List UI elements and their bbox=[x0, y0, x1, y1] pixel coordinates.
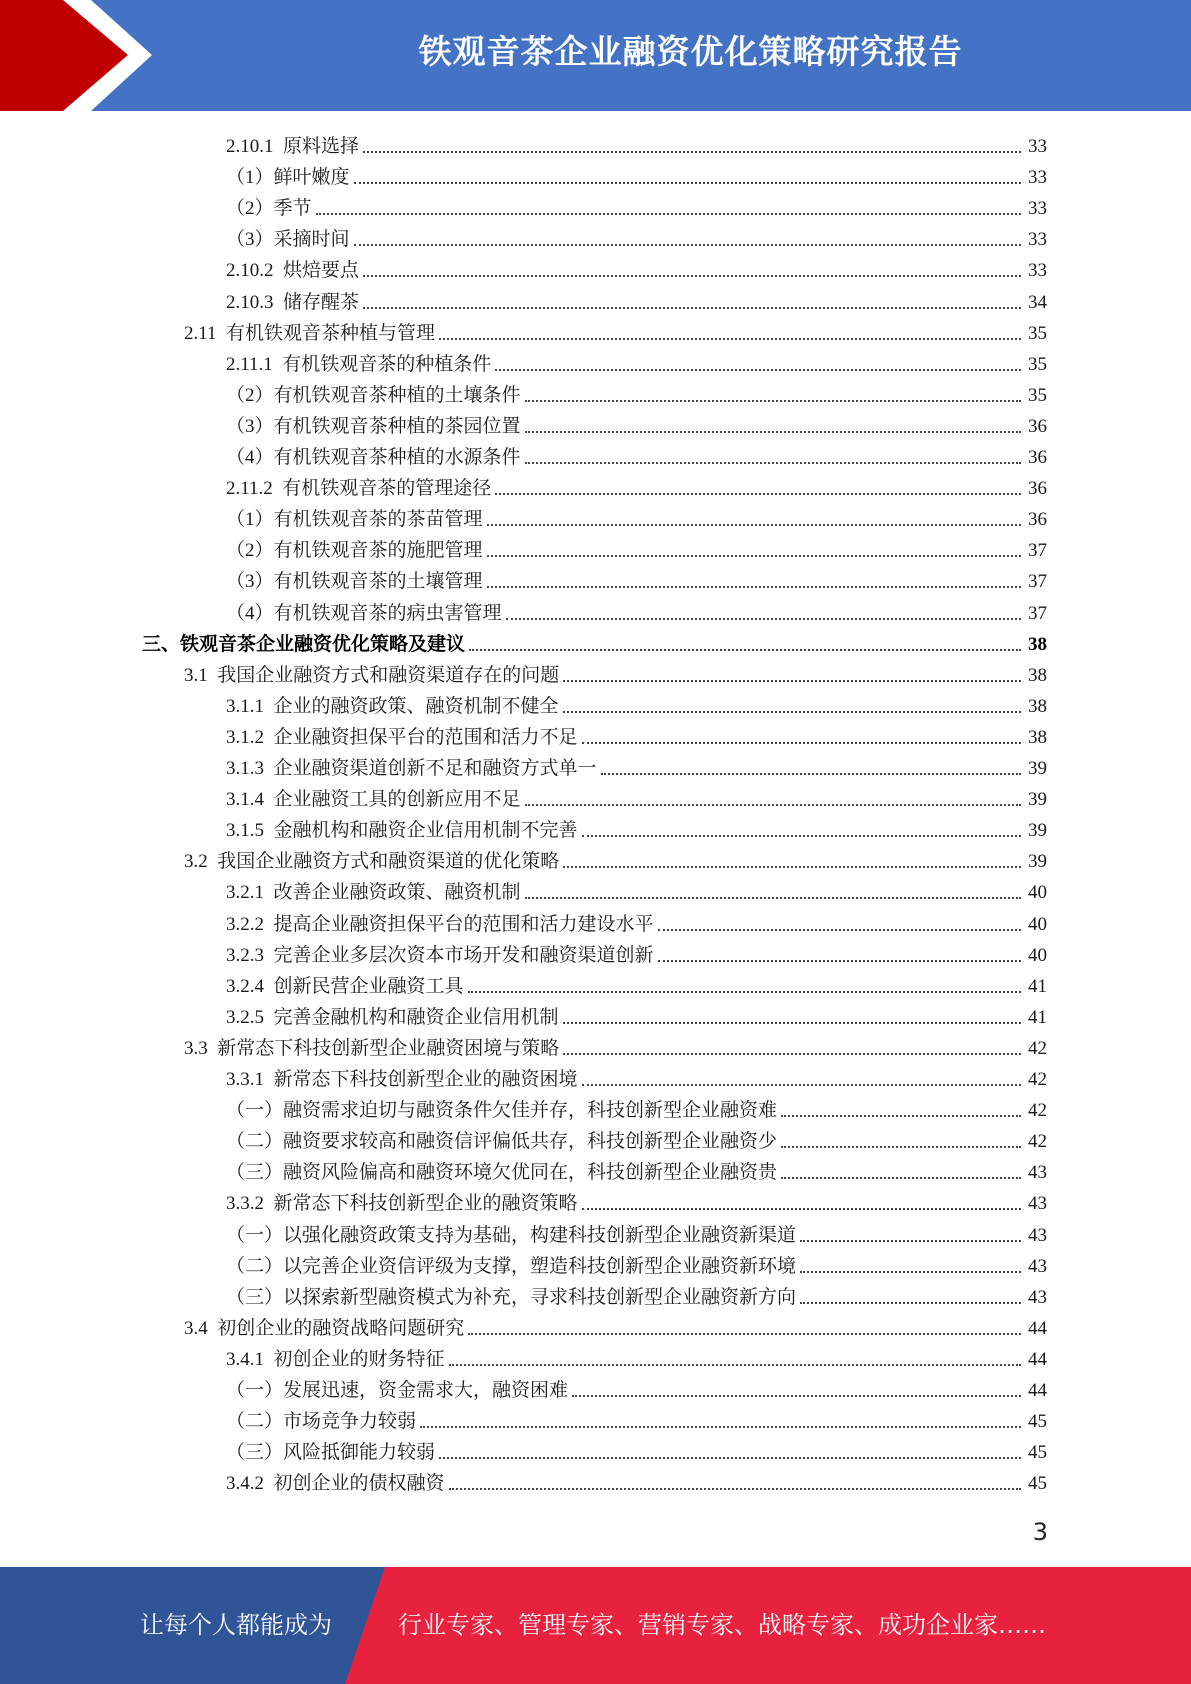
toc-entry[interactable] bbox=[226, 1247, 1047, 1278]
toc-entry[interactable] bbox=[226, 562, 1047, 593]
toc-entry-page: 39 bbox=[1028, 789, 1047, 811]
toc-dot-leader bbox=[420, 1425, 1021, 1428]
toc-entry-title: 3.1.1 企业的融资政策、融资机制不健全 bbox=[226, 695, 559, 717]
toc-entry-title: （二）以完善企业资信评级为支撑，塑造科技创新型企业融资新环境 bbox=[226, 1255, 797, 1277]
toc-dot-leader bbox=[800, 1239, 1021, 1242]
toc-entry-title: （3）采摘时间 bbox=[226, 229, 350, 251]
toc-dot-leader bbox=[658, 959, 1021, 962]
toc-dot-leader bbox=[363, 306, 1021, 309]
toc-entry[interactable] bbox=[184, 314, 1047, 345]
toc-dot-leader bbox=[800, 1270, 1021, 1273]
toc-entry-title: 3.3.2 新常态下科技创新型企业的融资策略 bbox=[226, 1193, 578, 1215]
toc-dot-leader bbox=[563, 679, 1021, 682]
toc-entry[interactable] bbox=[226, 345, 1047, 376]
toc-entry-title: （3）有机铁观音茶种植的茶园位置 bbox=[226, 415, 521, 437]
toc-dot-leader bbox=[468, 1332, 1021, 1335]
toc-dot-leader bbox=[525, 430, 1021, 433]
toc-entry-page: 38 bbox=[1028, 726, 1047, 748]
toc-entry[interactable] bbox=[226, 407, 1047, 438]
toc-entry-page: 33 bbox=[1028, 167, 1047, 189]
toc-entry-page: 45 bbox=[1028, 1473, 1047, 1495]
toc-entry-page: 33 bbox=[1028, 260, 1047, 282]
toc-entry-page: 42 bbox=[1028, 1100, 1047, 1122]
toc-entry-title: （一）融资需求迫切与融资条件欠佳并存，科技创新型企业融资难 bbox=[226, 1100, 778, 1122]
toc-entry[interactable] bbox=[226, 780, 1047, 811]
toc-dot-leader bbox=[363, 274, 1021, 277]
toc-entry-page: 43 bbox=[1028, 1193, 1047, 1215]
toc-entry-page: 45 bbox=[1028, 1442, 1047, 1464]
toc-entry-title: 3.2.4 创新民营企业融资工具 bbox=[226, 975, 464, 997]
toc-entry-title: （三）融资风险偏高和融资环境欠优同在，科技创新型企业融资贵 bbox=[226, 1162, 778, 1184]
toc-entry-title: 3.2.5 完善金融机构和融资企业信用机制 bbox=[226, 1006, 559, 1028]
toc-entry[interactable] bbox=[226, 189, 1047, 220]
toc-entry-page: 41 bbox=[1028, 975, 1047, 997]
toc-entry[interactable] bbox=[226, 1216, 1047, 1247]
toc-entry[interactable] bbox=[226, 500, 1047, 531]
toc-entry-page: 36 bbox=[1028, 415, 1047, 437]
toc-entry[interactable] bbox=[226, 251, 1047, 282]
toc-entry-page: 42 bbox=[1028, 1069, 1047, 1090]
toc-entry[interactable] bbox=[226, 469, 1047, 500]
toc-entry-title: 2.11.1 有机铁观音茶的种植条件 bbox=[226, 353, 492, 375]
toc-entry-page: 43 bbox=[1028, 1162, 1047, 1184]
toc-dot-leader bbox=[354, 181, 1021, 184]
toc-entry-page: 43 bbox=[1028, 1286, 1047, 1308]
toc-dot-leader bbox=[525, 399, 1021, 402]
toc-entry-title: （4）有机铁观音茶种植的水源条件 bbox=[226, 447, 521, 468]
toc-entry-title: 3.1.5 金融机构和融资企业信用机制不完善 bbox=[226, 820, 578, 842]
toc-dot-leader bbox=[469, 648, 1021, 651]
toc-entry-page: 33 bbox=[1028, 198, 1047, 220]
toc-dot-leader bbox=[506, 617, 1021, 620]
toc-entry-title: （1）有机铁观音茶的茶苗管理 bbox=[226, 509, 483, 531]
toc-dot-leader bbox=[601, 772, 1021, 775]
toc-entry[interactable] bbox=[226, 1433, 1047, 1464]
toc-entry[interactable] bbox=[226, 1464, 1047, 1495]
toc-dot-leader bbox=[487, 554, 1021, 557]
toc-entry-page: 42 bbox=[1028, 1037, 1047, 1059]
toc-entry-page: 34 bbox=[1028, 291, 1047, 313]
toc-entry-title: （2）季节 bbox=[226, 198, 312, 220]
toc-entry-page: 43 bbox=[1028, 1224, 1047, 1246]
toc-entry[interactable] bbox=[226, 936, 1047, 967]
toc-dot-leader bbox=[495, 368, 1021, 371]
toc-entry[interactable] bbox=[184, 656, 1047, 687]
toc-entry[interactable] bbox=[226, 1278, 1047, 1309]
toc-dot-leader bbox=[582, 741, 1021, 744]
toc-dot-leader bbox=[487, 585, 1021, 588]
toc-entry[interactable] bbox=[226, 905, 1047, 936]
toc-entry-page: 44 bbox=[1028, 1348, 1047, 1370]
toc-entry-page: 40 bbox=[1028, 882, 1047, 904]
toc-entry[interactable] bbox=[226, 1122, 1047, 1153]
toc-entry[interactable] bbox=[226, 283, 1047, 314]
page-header bbox=[0, 0, 1191, 111]
toc-entry[interactable] bbox=[184, 842, 1047, 873]
toc-entry[interactable] bbox=[226, 998, 1047, 1029]
toc-entry-page: 33 bbox=[1028, 136, 1047, 157]
toc-dot-leader bbox=[354, 243, 1021, 246]
page-footer bbox=[0, 1567, 1191, 1684]
toc-dot-leader bbox=[439, 1456, 1021, 1459]
toc-dot-leader bbox=[363, 150, 1021, 153]
toc-entry-page: 39 bbox=[1028, 758, 1047, 779]
toc-entry-title: 三、铁观音茶企业融资优化策略及建议 bbox=[142, 633, 466, 655]
toc-entry-title: （4）有机铁观音茶的病虫害管理 bbox=[226, 602, 502, 624]
footer-slogan-right: 行业专家、管理专家、营销专家、战略专家、成功企业家…… bbox=[398, 1611, 1046, 1639]
toc-dot-leader bbox=[800, 1301, 1021, 1304]
toc-entry-title: 3.4.2 初创企业的债权融资 bbox=[226, 1473, 445, 1495]
toc-entry[interactable] bbox=[226, 749, 1047, 780]
toc-entry-title: （1）鲜叶嫩度 bbox=[226, 167, 350, 189]
toc-entry-title: （三）以探索新型融资模式为补充，寻求科技创新型企业融资新方向 bbox=[226, 1286, 797, 1308]
toc-entry-page: 33 bbox=[1028, 229, 1047, 251]
toc-entry-title: 3.2.1 改善企业融资政策、融资机制 bbox=[226, 882, 521, 904]
toc-entry[interactable] bbox=[226, 1091, 1047, 1122]
toc-dot-leader bbox=[449, 1363, 1021, 1366]
toc-dot-leader bbox=[781, 1114, 1021, 1117]
toc-dot-leader bbox=[572, 1394, 1021, 1397]
toc-entry-page: 40 bbox=[1028, 913, 1047, 935]
toc-entry-page: 41 bbox=[1028, 1006, 1047, 1028]
toc-entry-title: （二）融资要求较高和融资信评偏低共存，科技创新型企业融资少 bbox=[226, 1131, 778, 1153]
toc-dot-leader bbox=[582, 1207, 1021, 1210]
toc-dot-leader bbox=[563, 1052, 1021, 1055]
toc-entry-page: 36 bbox=[1028, 447, 1047, 468]
toc-entry-title: 3.1.3 企业融资渠道创新不足和融资方式单一 bbox=[226, 758, 597, 779]
toc-entry-page: 36 bbox=[1028, 509, 1047, 531]
toc-entry-title: （2）有机铁观音茶种植的土壤条件 bbox=[226, 384, 521, 406]
toc-entry[interactable] bbox=[226, 1060, 1047, 1091]
toc-entry-page: 44 bbox=[1028, 1380, 1047, 1401]
toc-entry[interactable] bbox=[226, 438, 1047, 469]
toc-entry[interactable] bbox=[226, 873, 1047, 904]
toc-entry[interactable] bbox=[142, 625, 1047, 656]
toc-entry[interactable] bbox=[226, 687, 1047, 718]
toc-entry[interactable] bbox=[226, 158, 1047, 189]
toc-dot-leader bbox=[781, 1176, 1021, 1179]
document-title: 铁观音茶企业融资优化策略研究报告 bbox=[418, 32, 963, 71]
toc-entry-page: 37 bbox=[1028, 540, 1047, 562]
toc-dot-leader bbox=[781, 1145, 1021, 1148]
toc-entry-page: 35 bbox=[1028, 384, 1047, 406]
toc-entry-page: 40 bbox=[1028, 944, 1047, 966]
toc-entry[interactable] bbox=[226, 1184, 1047, 1215]
toc-entry-page: 38 bbox=[1028, 664, 1047, 686]
toc-entry-title: 3.4 初创企业的融资战略问题研究 bbox=[184, 1317, 465, 1339]
toc-entry-page: 43 bbox=[1028, 1255, 1047, 1277]
toc-entry[interactable] bbox=[184, 1309, 1047, 1340]
toc-entry-title: 3.4.1 初创企业的财务特征 bbox=[226, 1348, 445, 1370]
toc-entry-title: 3.2.3 完善企业多层次资本市场开发和融资渠道创新 bbox=[226, 944, 654, 966]
toc-entry-page: 38 bbox=[1028, 695, 1047, 717]
toc-entry-page: 38 bbox=[1028, 633, 1047, 655]
toc-entry-title: 3.2.2 提高企业融资担保平台的范围和活力建设水平 bbox=[226, 913, 654, 935]
toc-entry-title: （三）风险抵御能力较弱 bbox=[226, 1442, 436, 1464]
toc-entry[interactable] bbox=[226, 220, 1047, 251]
toc-dot-leader bbox=[316, 212, 1021, 215]
toc-dot-leader bbox=[525, 896, 1021, 899]
toc-dot-leader bbox=[563, 1021, 1021, 1024]
toc-entry-page: 39 bbox=[1028, 851, 1047, 873]
toc-dot-leader bbox=[582, 834, 1021, 837]
toc-entry-title: 3.3 新常态下科技创新型企业融资困境与策略 bbox=[184, 1037, 560, 1059]
toc-entry[interactable] bbox=[226, 1340, 1047, 1371]
toc-entry-title: 2.10.2 烘焙要点 bbox=[226, 260, 360, 282]
toc-entry-title: 2.11.2 有机铁观音茶的管理途径 bbox=[226, 478, 492, 500]
toc-entry-title: （一）发展迅速，资金需求大，融资困难 bbox=[226, 1380, 569, 1401]
toc-dot-leader bbox=[563, 710, 1021, 713]
toc-entry-page: 36 bbox=[1028, 478, 1047, 500]
toc-dot-leader bbox=[468, 990, 1021, 993]
toc-entry-page: 37 bbox=[1028, 571, 1047, 593]
toc-entry-page: 35 bbox=[1028, 322, 1047, 344]
toc-entry-title: 3.2 我国企业融资方式和融资渠道的优化策略 bbox=[184, 851, 560, 873]
toc-dot-leader bbox=[582, 1083, 1021, 1086]
toc-entry-page: 42 bbox=[1028, 1131, 1047, 1153]
toc-entry-page: 39 bbox=[1028, 820, 1047, 842]
toc-entry-title: 3.1.2 企业融资担保平台的范围和活力不足 bbox=[226, 726, 578, 748]
toc-entry[interactable] bbox=[226, 718, 1047, 749]
toc-entry-title: 3.1 我国企业融资方式和融资渠道存在的问题 bbox=[184, 664, 560, 686]
toc-entry[interactable] bbox=[184, 1029, 1047, 1060]
toc-entry-title: 2.11 有机铁观音茶种植与管理 bbox=[184, 322, 436, 344]
toc-entry-title: 2.10.3 储存醒茶 bbox=[226, 291, 360, 313]
toc-entry[interactable] bbox=[226, 1402, 1047, 1433]
toc-entry[interactable] bbox=[226, 376, 1047, 407]
toc-entry-title: （一）以强化融资政策支持为基础，构建科技创新型企业融资新渠道 bbox=[226, 1224, 797, 1246]
toc-entry-page: 35 bbox=[1028, 353, 1047, 375]
toc-entry-page: 44 bbox=[1028, 1317, 1047, 1339]
toc-entry[interactable] bbox=[226, 967, 1047, 998]
footer-slogan-left: 让每个人都能成为 bbox=[140, 1611, 332, 1639]
toc-entry[interactable] bbox=[226, 1153, 1047, 1184]
toc-entry[interactable] bbox=[226, 127, 1047, 158]
toc-entry-title: 3.3.1 新常态下科技创新型企业的融资困境 bbox=[226, 1069, 578, 1090]
toc-entry[interactable] bbox=[226, 811, 1047, 842]
toc-entry[interactable] bbox=[226, 594, 1047, 625]
toc-entry[interactable] bbox=[226, 1371, 1047, 1402]
toc-entry-title: （3）有机铁观音茶的土壤管理 bbox=[226, 571, 483, 593]
toc-dot-leader bbox=[439, 337, 1021, 340]
toc-entry-page: 37 bbox=[1028, 602, 1047, 624]
toc-dot-leader bbox=[658, 928, 1021, 931]
toc-entry-title: 2.10.1 原料选择 bbox=[226, 136, 360, 157]
toc-entry-page: 45 bbox=[1028, 1411, 1047, 1433]
toc-dot-leader bbox=[487, 523, 1021, 526]
toc-entry-title: （二）市场竞争力较弱 bbox=[226, 1411, 417, 1433]
toc-dot-leader bbox=[563, 865, 1021, 868]
page-number: 3 bbox=[1032, 1518, 1048, 1546]
toc-entry-title: 3.1.4 企业融资工具的创新应用不足 bbox=[226, 789, 521, 811]
toc-dot-leader bbox=[525, 461, 1021, 464]
toc-entry[interactable] bbox=[226, 531, 1047, 562]
toc-dot-leader bbox=[449, 1487, 1021, 1490]
toc-dot-leader bbox=[525, 803, 1021, 806]
toc-dot-leader bbox=[495, 492, 1021, 495]
toc-entry-title: （2）有机铁观音茶的施肥管理 bbox=[226, 540, 483, 562]
